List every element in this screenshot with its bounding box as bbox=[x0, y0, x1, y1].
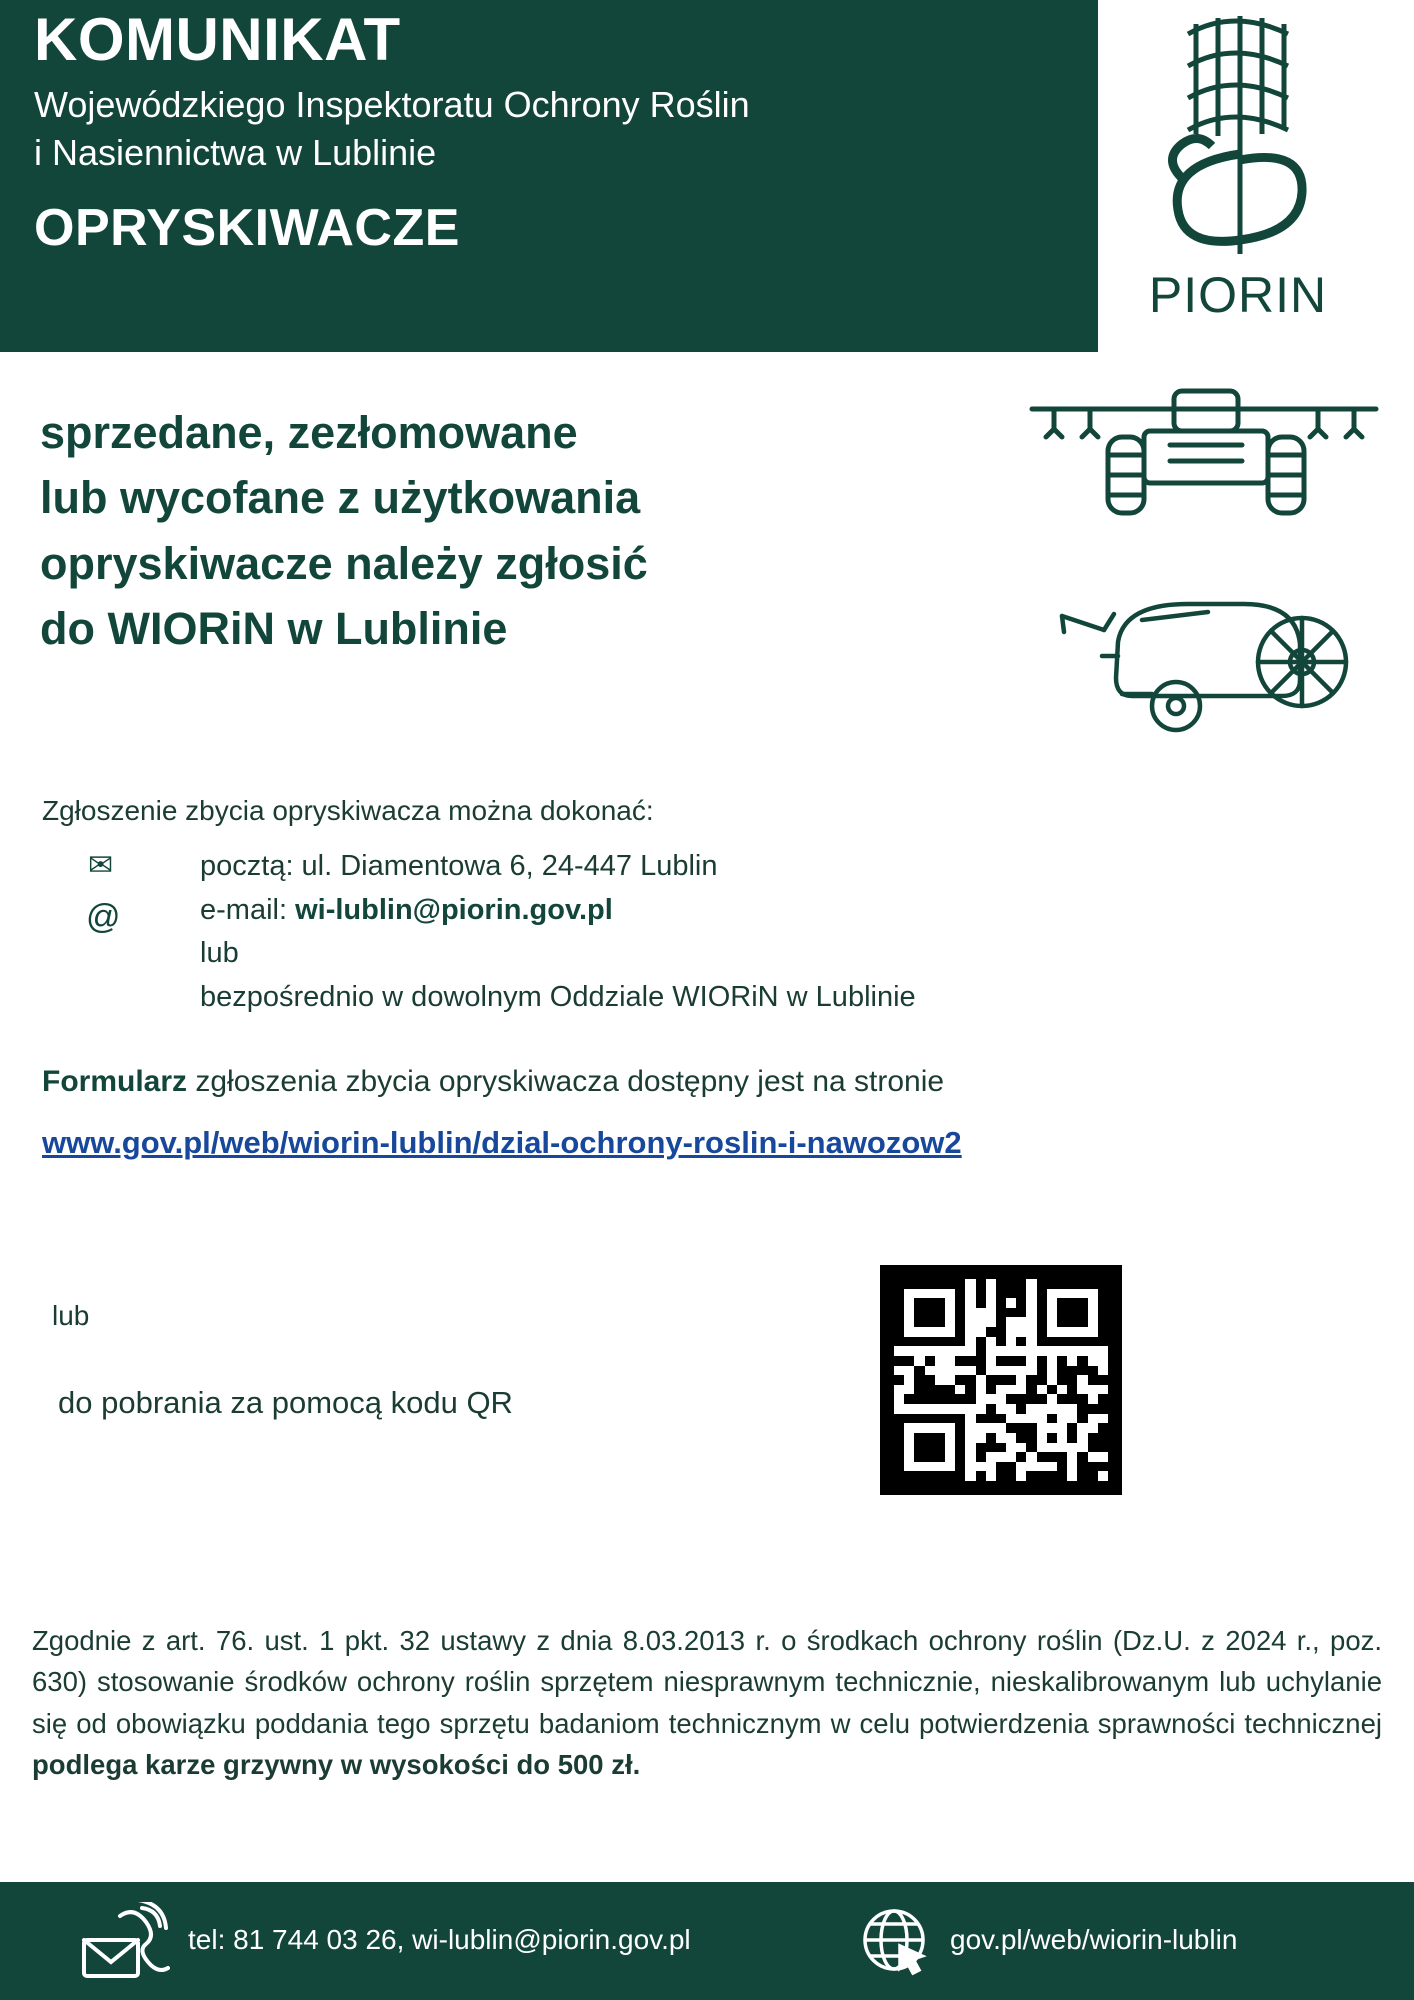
headline-line-4: do WIORiN w Lublinie bbox=[40, 602, 508, 654]
form-rest-text: zgłoszenia zbycia opryskiwacza dostępny jest na stronie bbox=[187, 1065, 945, 1098]
globe-cursor-icon bbox=[860, 1906, 932, 1978]
logo-wordmark: PIORIN bbox=[1148, 267, 1328, 323]
qr-caption: do pobrania za pomocą kodu QR bbox=[58, 1385, 513, 1420]
trailed-orchard-sprayer-icon bbox=[1058, 590, 1378, 740]
wheat-snake-emblem-icon bbox=[1088, 4, 1388, 304]
envelope-icon: ✉ bbox=[88, 849, 114, 882]
contact-direct-line: bezpośrednio w dowolnym Oddziale WIORiN w Lublinie bbox=[200, 980, 916, 1013]
phone-envelope-icon bbox=[80, 1902, 170, 1982]
qr-code-icon[interactable] bbox=[880, 1265, 1122, 1495]
form-bold-word: Formularz bbox=[42, 1065, 188, 1098]
contact-intro: Zgłoszenie zbycia opryskiwacza można dokonać: bbox=[42, 795, 654, 826]
page-header bbox=[0, 0, 1414, 352]
header-subtitle-line-2: i Nasiennictwa w Lublinie bbox=[34, 131, 437, 173]
at-sign-icon: @ bbox=[86, 898, 121, 936]
contact-email-link[interactable]: wi-lublin@piorin.gov.pl bbox=[295, 893, 613, 926]
form-availability-line bbox=[42, 1065, 944, 1099]
legal-text-bold: podlega karze grzywny w wysokości do 500 zł. bbox=[32, 1748, 641, 1780]
contact-email-line bbox=[200, 889, 916, 933]
qr-code-matrix bbox=[894, 1279, 1108, 1481]
headline-line-3: opryskiwacze należy zgłosić bbox=[40, 537, 648, 589]
headline-line-2: lub wycofane z użytkowania bbox=[40, 472, 641, 524]
contact-email-label: e-mail: bbox=[200, 893, 296, 926]
tractor-sprayer-icon bbox=[1024, 385, 1384, 525]
legal-note bbox=[32, 1620, 1382, 1785]
footer-web-text: gov.pl/web/wiorin-lublin bbox=[950, 1924, 1238, 1955]
contact-post-line: pocztą: ul. Diamentowa 6, 24-447 Lublin bbox=[200, 850, 718, 882]
headline-line-1: sprzedane, zezłomowane bbox=[40, 407, 578, 458]
contact-list bbox=[200, 845, 916, 1019]
header-subtitle-line-1: Wojewódzkiego Inspektoratu Ochrony Roślin bbox=[34, 84, 750, 125]
footer-contact-text: tel: 81 744 03 26, wi-lublin@piorin.gov.pl bbox=[188, 1924, 691, 1955]
main-headline bbox=[40, 400, 970, 661]
form-url-link[interactable]: www.gov.pl/web/wiorin-lublin/dzial-ochrony-roslin-i-nawozow2 bbox=[42, 1125, 962, 1160]
legal-text: Zgodnie z art. 76. ust. 1 pkt. 32 ustawy z dnia 8.03.2013 r. o środkach ochrony roślin (Dz.U. z 2024 r., poz. 630) stosowanie środków ochrony roślin sprzętem niesprawnym technicznie, nieskalibrowanym lub uchylanie się od obowiązku poddania tego sprzętu badaniom technicznym w celu potwierdzenia sprawności technicznej bbox=[32, 1625, 1382, 1739]
header-text-block bbox=[34, 8, 1054, 258]
qr-or-word: lub bbox=[52, 1300, 90, 1331]
contact-or-word: lub bbox=[200, 937, 239, 969]
page-title: KOMUNIKAT bbox=[34, 6, 401, 73]
piorin-logo bbox=[1088, 4, 1388, 334]
header-section-title: OPRYSKIWACZE bbox=[34, 199, 460, 258]
page-footer bbox=[0, 1882, 1414, 2000]
